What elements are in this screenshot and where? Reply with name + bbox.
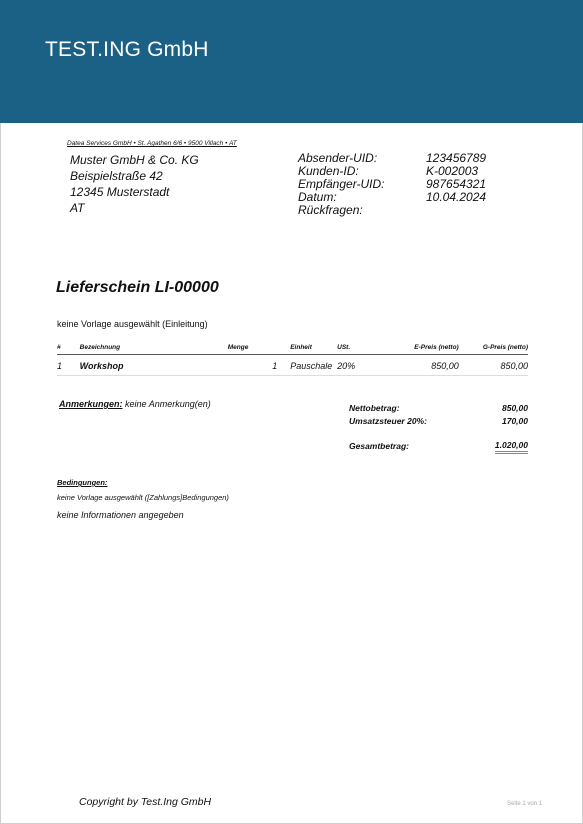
recipient-country: AT [70,201,85,215]
introduction-text: keine Vorlage ausgewählt (Einleitung) [57,319,208,329]
remarks-text: keine Anmerkung(en) [122,399,211,409]
info-value: 10.04.2024 [426,190,487,204]
information-text: keine Informationen angegeben [57,510,184,520]
items-table [57,342,528,376]
total-row-net [349,402,528,415]
gross-value: 1.020,00 [495,440,528,454]
info-label: Rückfragen: [298,203,363,217]
col-header-unit-price: E-Preis (netto) [385,342,459,355]
cell-total-price: 850,00 [459,355,528,376]
page-number: Seite 1 von 1 [507,801,543,807]
info-value: 123456789 [426,151,487,165]
info-row-inquiries [298,204,486,217]
col-header-number: # [57,342,80,355]
cell-description: Workshop [80,355,228,376]
info-value: 987654321 [426,177,487,191]
vat-value: 170,00 [502,416,528,426]
document-title: Lieferschein LI-00000 [56,279,219,296]
total-row-vat [349,415,528,428]
info-value: K-002003 [426,164,479,178]
conditions-text: keine Vorlage ausgewählt ([Zahlungs]Bedingungen) [57,493,229,502]
recipient-name: Muster GmbH & Co. KG [70,153,199,167]
recipient-city: 12345 Musterstadt [70,185,170,199]
net-value: 850,00 [502,403,528,413]
info-label: Empfänger-UID: [298,177,385,191]
totals-block [349,402,528,454]
cell-quantity: 1 [228,355,290,376]
info-label: Datum: [298,190,337,204]
company-title: TEST.ING GmbH [45,38,209,61]
col-header-total-price: G-Preis (netto) [459,342,528,355]
sender-address-line: Datea Services GmbH • St. Agathen 6/6 • 9500 Villach • AT [67,140,237,147]
document-info-block [298,152,486,217]
col-header-description: Bezeichnung [80,342,228,355]
remarks-label: Anmerkungen: [59,399,123,409]
vat-label: Umsatzsteuer 20%: [349,416,427,426]
col-header-quantity: Menge [228,342,290,355]
recipient-street: Beispielstraße 42 [70,169,163,183]
gross-label: Gesamtbetrag: [349,441,409,451]
cell-unit: Pauschale [290,355,337,376]
info-label: Absender-UID: [298,151,378,165]
header-band [0,0,583,123]
info-label: Kunden-ID: [298,164,359,178]
net-label: Nettobetrag: [349,403,400,413]
remarks [59,399,211,409]
col-header-unit: Einheit [290,342,337,355]
table-header-row [57,342,528,355]
copyright-footer: Copyright by Test.Ing GmbH [79,796,212,808]
table-row [57,355,528,376]
recipient-address [70,152,199,216]
col-header-vat: USt. [337,342,384,355]
cell-vat: 20% [337,355,384,376]
total-row-gross [349,440,528,454]
conditions-label: Bedingungen: [57,478,108,487]
cell-number: 1 [57,355,80,376]
cell-unit-price: 850,00 [385,355,459,376]
